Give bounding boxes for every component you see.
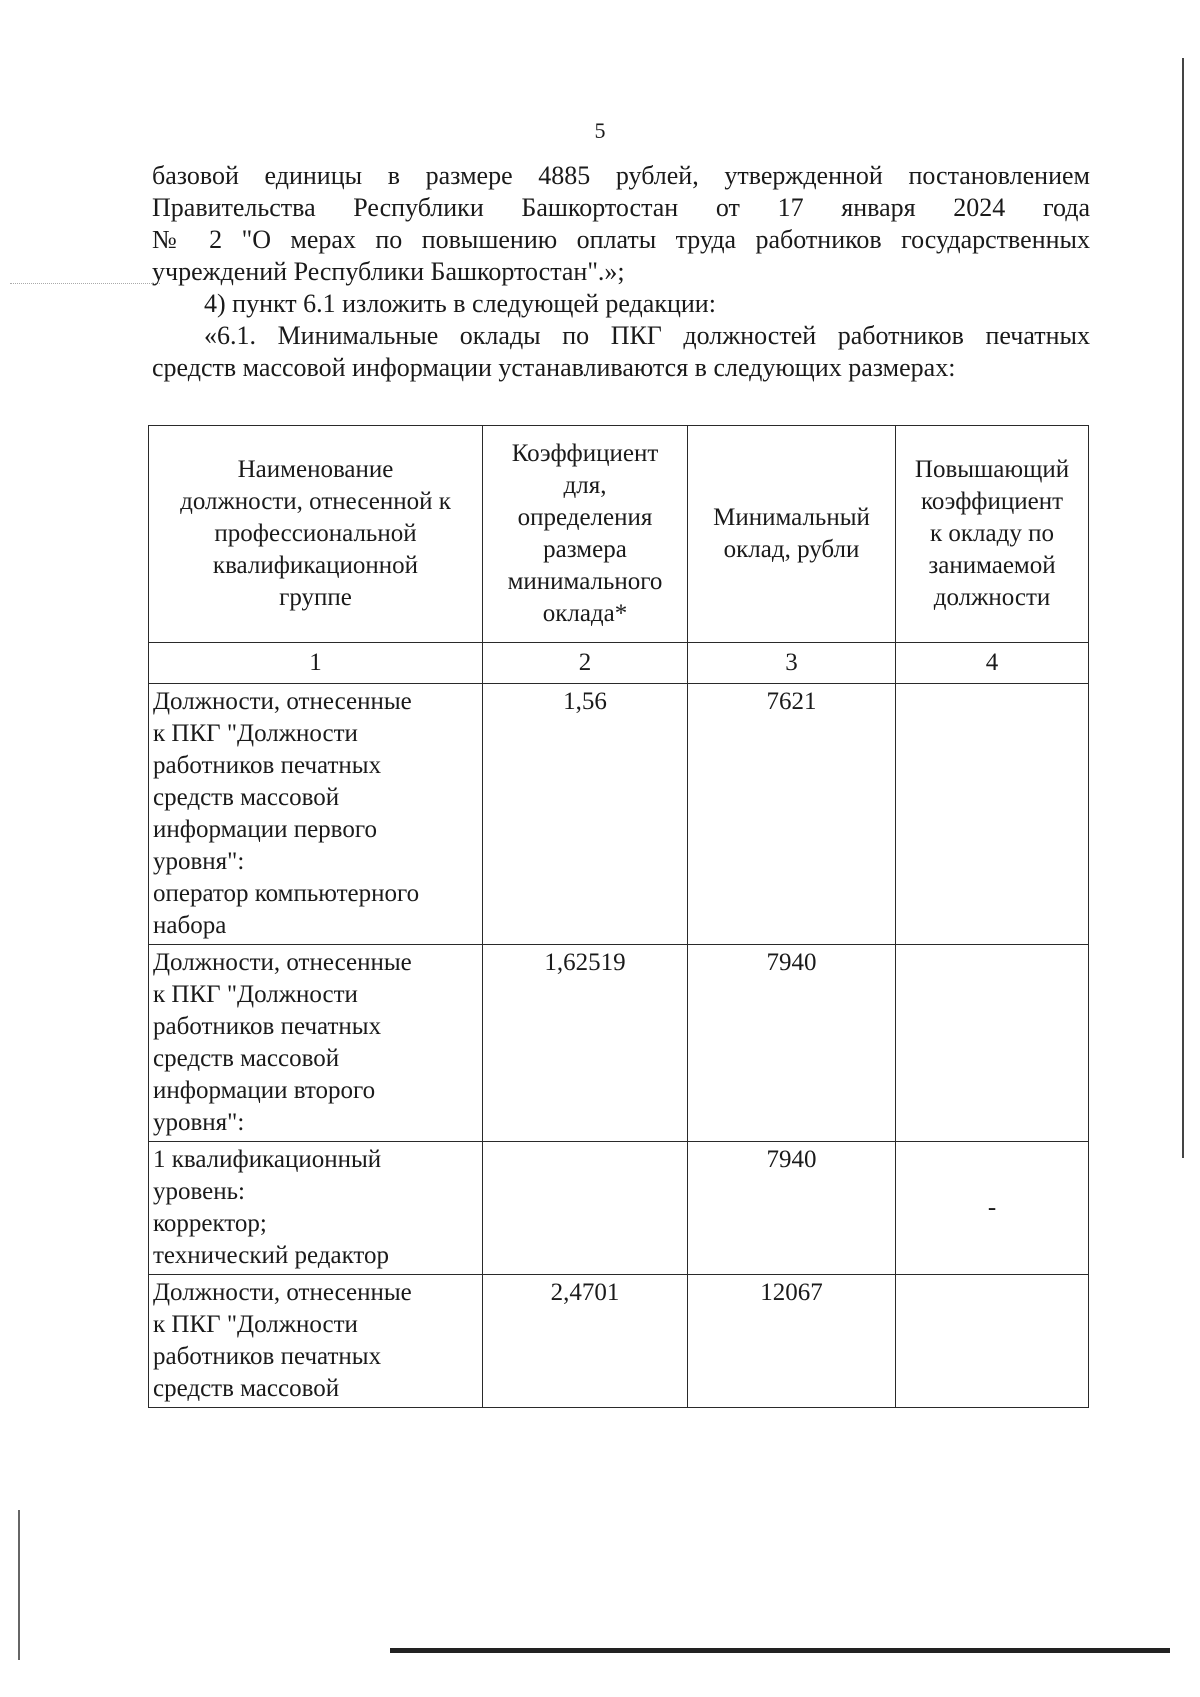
row-coefficient: 2,4701 bbox=[483, 1275, 688, 1408]
row-raising-coefficient bbox=[896, 684, 1089, 945]
row-coefficient: 1,56 bbox=[483, 684, 688, 945]
row-position-name: Должности, отнесенные к ПКГ "Должности работников печатных средств массовой bbox=[149, 1275, 483, 1408]
table-column-number-row bbox=[149, 643, 1089, 684]
table-row bbox=[149, 1275, 1089, 1408]
row-raising-coefficient bbox=[896, 1275, 1089, 1408]
row-position-name: 1 квалификационный уровень: корректор; технический редактор bbox=[149, 1142, 483, 1275]
scan-margin-line-right bbox=[1182, 58, 1184, 1158]
table-header-row bbox=[149, 426, 1089, 643]
row-raising-coefficient bbox=[896, 945, 1089, 1142]
document-body bbox=[152, 160, 1090, 384]
table-row bbox=[149, 684, 1089, 945]
paragraph-amendment: 4) пункт 6.1 изложить в следующей редакции: bbox=[204, 289, 716, 318]
page-number: 5 bbox=[594, 118, 606, 143]
header-cell-position-name: Наименование должности, отнесенной к профессиональной квалификационной группе bbox=[149, 426, 483, 643]
scan-bottom-line bbox=[390, 1648, 1170, 1653]
salary-table bbox=[148, 425, 1089, 1408]
row-min-salary: 12067 bbox=[688, 1275, 896, 1408]
row-min-salary: 7940 bbox=[688, 1142, 896, 1275]
column-number: 1 bbox=[149, 643, 483, 684]
row-position-name: Должности, отнесенные к ПКГ "Должности работников печатных средств массовой информации первого уровня": оператор компьютерного набора bbox=[149, 684, 483, 945]
paragraph-line: № 2 "О мерах по повышению оплаты труда работников государственных bbox=[152, 225, 1090, 254]
paragraph-line: базовой единицы в размере 4885 рублей, утвержденной постановлением bbox=[152, 161, 1090, 190]
row-min-salary: 7621 bbox=[688, 684, 896, 945]
scan-margin-line-left bbox=[18, 1510, 20, 1660]
row-min-salary: 7940 bbox=[688, 945, 896, 1142]
header-cell-coefficient: Коэффициент для, определения размера минимального оклада* bbox=[483, 426, 688, 643]
scan-artifact-line bbox=[10, 283, 160, 284]
column-number: 3 bbox=[688, 643, 896, 684]
column-number: 2 bbox=[483, 643, 688, 684]
paragraph-line: Правительства Республики Башкортостан от 17 января 2024 года bbox=[152, 193, 1090, 222]
paragraph-line: средств массовой информации устанавливаются в следующих размерах: bbox=[152, 353, 956, 382]
paragraph-line: учреждений Республики Башкортостан".»; bbox=[152, 257, 625, 286]
row-raising-coefficient: - bbox=[896, 1142, 1089, 1275]
column-number: 4 bbox=[896, 643, 1089, 684]
row-position-name: Должности, отнесенные к ПКГ "Должности работников печатных средств массовой информации второго уровня": bbox=[149, 945, 483, 1142]
paragraph-line: «6.1. Минимальные оклады по ПКГ должностей работников печатных bbox=[204, 321, 1090, 350]
header-cell-min-salary: Минимальный оклад, рубли bbox=[688, 426, 896, 643]
row-coefficient: 1,62519 bbox=[483, 945, 688, 1142]
table-row bbox=[149, 945, 1089, 1142]
table-row bbox=[149, 1142, 1089, 1275]
row-coefficient bbox=[483, 1142, 688, 1275]
header-cell-raising-coefficient: Повышающий коэффициент к окладу по занимаемой должности bbox=[896, 426, 1089, 643]
